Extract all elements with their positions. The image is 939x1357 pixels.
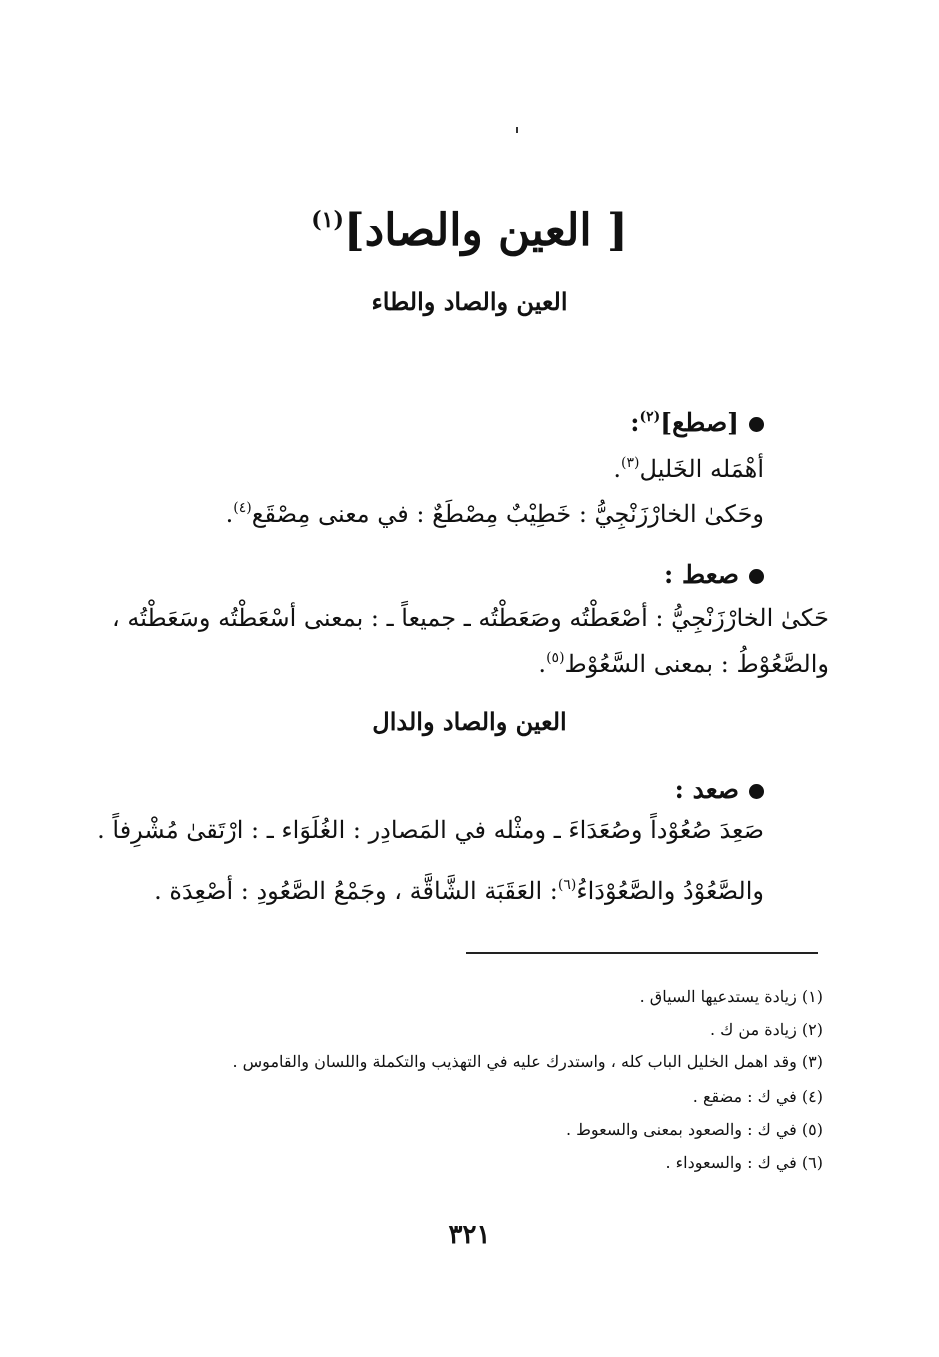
entry-head-sata [630,408,764,437]
entry-head-sata-text: [صطع] [660,408,739,437]
bullet-icon [749,569,764,584]
footnote-5: (٥) في ك : والصعود بمعنى والسعوط . [565,1120,823,1139]
entry-saad-line-1: صَعِدَ صُعُوْداً وصُعَدَاءَ ـ ومثْله في المَصادِر : الغُلَوَاء ـ : ارْتَقىٰ مُشْرِفاً . [97,816,764,844]
page-title [0,205,939,256]
entry-sata-line-2-text: وحَكىٰ الخارْزَنْجِيُّ : خَطِيْبٌ مِصْطَعٌ : في معنى مِصْقَع [251,500,764,528]
entry-saad-line-2-text-a: والصَّعُوْدُ والصَّعُوْدَاءُ [576,877,764,905]
section-heading-ain-sad-ta: العين والصاد والطاء [371,287,568,316]
entry-saad-line-2 [154,877,764,905]
entry-saat-line-2-note: (٥) [546,650,565,666]
section-heading-ain-sad-dal: العين والصاد والدال [372,707,567,736]
entry-saat-line-1: حَكىٰ الخارْزَنْجِيُّ : أصْعَطْتُه وصَعَطْتُه ـ جميعاً ـ : بمعنى أسْعَطْتُه وسَعَطْتُه ، [112,604,829,632]
page-title-text: [ العين والصاد] [343,205,628,256]
footnote-2: (٢) زيادة من ك . [709,1020,823,1039]
entry-saad-line-2-note: (٦) [557,877,577,893]
page-title-note: (١) [311,207,344,233]
bullet-icon [749,784,764,799]
entry-sata-line-1-text: أهْمَله الخَليل [639,455,764,483]
entry-head-saad [675,775,764,804]
stray-mark [516,127,518,133]
footnote-6: (٦) في ك : والسعوداء . [665,1153,823,1172]
entry-head-sata-colon: : [630,408,640,437]
entry-head-saad-text: صعد : [674,775,739,804]
footnote-1: (١) زيادة يستدعيها السياق . [639,987,823,1006]
bullet-icon [749,417,764,432]
footnote-divider [466,952,818,954]
footnote-4: (٤) في ك : مضقع . [692,1087,823,1106]
entry-sata-line-1-end: . [613,455,622,483]
entry-saat-line-2 [538,650,829,678]
entry-saat-line-2-end: . [538,650,547,678]
entry-saad-line-2-text-b: : العَقَبَة الشَّاقَّة ، وجَمْعُ الصَّعُودِ : أصْعِدَة . [154,877,558,905]
entry-sata-line-1-note: (٣) [621,455,640,471]
entry-sata-line-1 [613,455,764,483]
entry-sata-line-2-end: . [225,500,234,528]
entry-saat-line-2-text: والصَّعُوْطُ : بمعنى السَّعُوْط [564,650,829,678]
entry-sata-line-2 [226,500,764,528]
entry-head-saat-text: صعط : [664,560,739,589]
entry-sata-line-2-note: (٤) [233,500,252,516]
footnote-3: (٣) وقد اهمل الخليل الباب كله ، واستدرك عليه في التهذيب والتكملة واللسان والقاموس . [232,1052,823,1071]
entry-head-saat [664,560,764,589]
entry-head-sata-note: (٢) [639,409,661,425]
page-number: ٣٢١ [448,1220,491,1250]
